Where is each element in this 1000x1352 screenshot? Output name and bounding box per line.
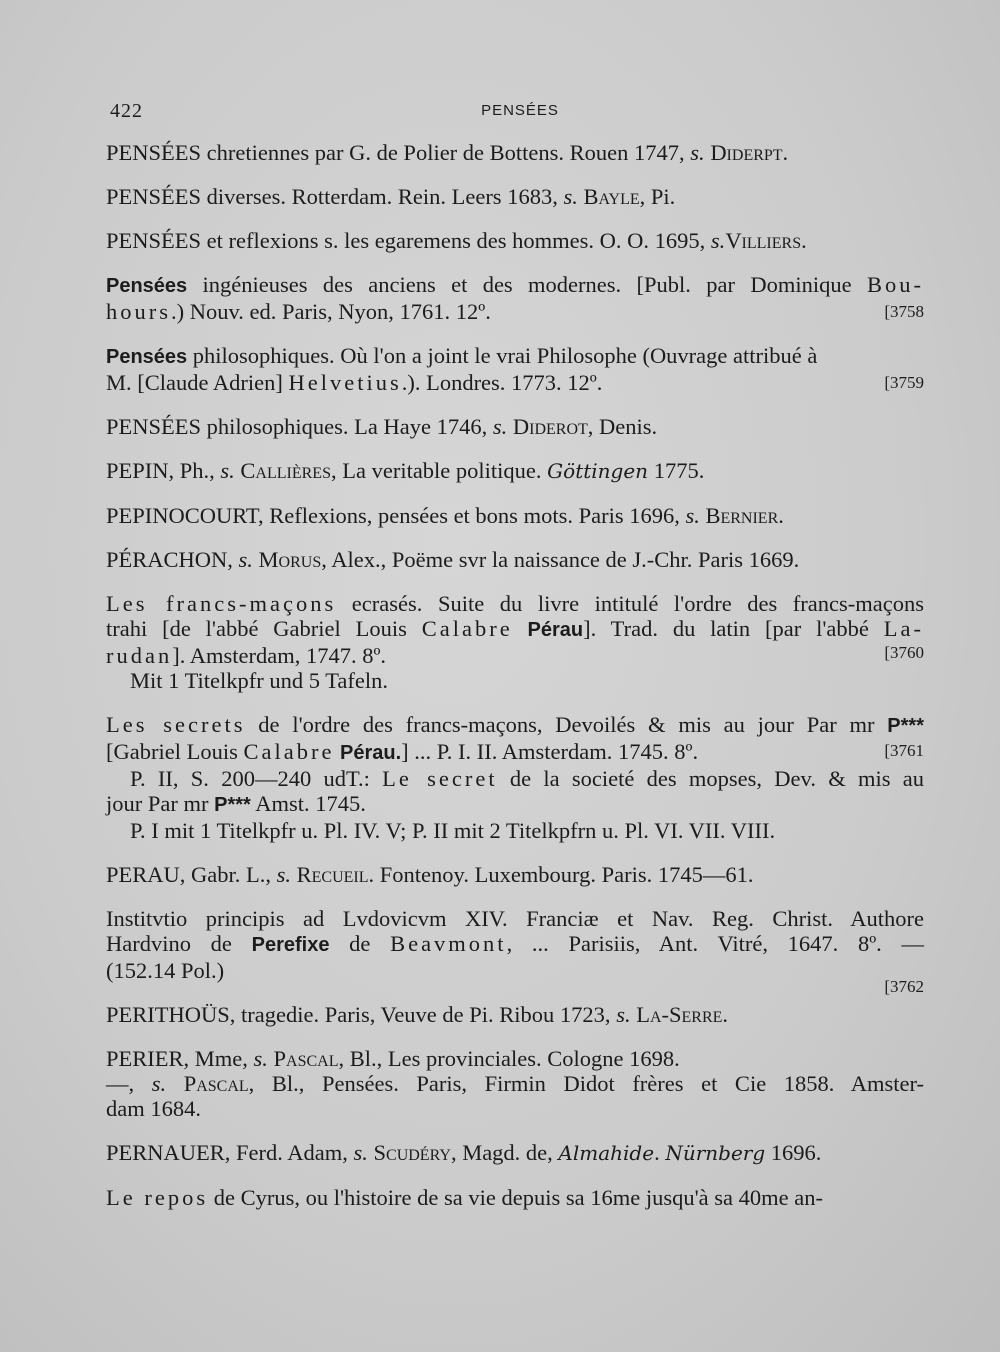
entry-text: M. [Claude Adrien]	[106, 370, 289, 395]
entry-pensees-reflexions	[106, 228, 924, 253]
entry-text: ] ... P. I. II. Amsterdam. 1745. 8º.	[401, 739, 699, 764]
cross-reference: Bernier.	[705, 503, 784, 528]
see-marker: s.	[238, 547, 253, 572]
spaced-name: Calabre	[243, 739, 335, 764]
entry-pensees-ingenieuses	[106, 272, 924, 324]
entry-text: ecrasés. Suite du livre intitulé l'ordre des francs-maçons	[336, 591, 924, 616]
blackletter-place: Nürnberg	[665, 1141, 766, 1165]
entry-text: ]. Trad. du latin [par l'abbé	[583, 616, 884, 641]
entry-pensees-la-haye	[106, 414, 924, 439]
entry-text: 1696.	[765, 1140, 822, 1165]
cross-reference: Pascal	[273, 1046, 339, 1071]
see-marker: s.	[492, 414, 508, 439]
entry-note-line-3: P. I mit 1 Titelkpfr u. Pl. IV. V; P. II mit 2 Titelkpfrn u. Pl. VI. VII. VIII.	[130, 818, 776, 843]
entry-secrets-francs-macons	[106, 712, 924, 843]
headword: Pensées	[106, 346, 188, 368]
entry-number: [3761	[884, 741, 924, 760]
entry-text: ingénieuses des anciens et des modernes. [Publ. par Dominique	[187, 272, 867, 297]
cross-reference: Villiers.	[725, 228, 807, 253]
cross-reference: Pascal	[183, 1071, 249, 1096]
entry-text: PEPINOCOURT, Reflexions, pensées et bons mots. Paris 1696,	[106, 503, 686, 528]
entry-repos-de-cyrus	[106, 1185, 924, 1210]
entry-line-2	[106, 299, 924, 324]
see-marker: s.	[151, 1071, 167, 1096]
entry-text: P. II, S. 200—240 udT.:	[130, 766, 383, 791]
spaced-title: Le repos	[106, 1185, 209, 1210]
spaced-name: La-	[883, 616, 924, 641]
see-marker: s.	[220, 458, 235, 483]
entry-text: PENSÉES chretiennes par G. de Polier de Bottens. Rouen 1747,	[106, 140, 691, 165]
bold-name: P***	[887, 715, 924, 737]
entry-pernauer	[106, 1140, 924, 1166]
cross-reference: Diderot	[512, 414, 588, 439]
entry-text: .	[654, 1140, 666, 1165]
entry-line-2	[106, 739, 924, 766]
entry-text: PERIER, Mme,	[106, 1046, 254, 1071]
see-marker: s.	[253, 1046, 268, 1071]
entry-line-2	[106, 370, 924, 395]
see-marker: s.	[690, 140, 705, 165]
entry-text: PEPIN, Ph.,	[106, 458, 221, 483]
entry-number: [3758	[884, 302, 924, 321]
entry-perau	[106, 862, 924, 887]
entry-text-tail: , Alex., Poëme svr la naissance de J.-Chr. Paris 1669.	[321, 547, 800, 572]
page-number: 422	[110, 100, 143, 122]
running-head: PENSÉES	[481, 102, 559, 119]
see-marker: s.	[563, 184, 578, 209]
cross-reference: Morus	[258, 547, 322, 572]
entry-text: 1775.	[648, 458, 705, 483]
blackletter-title: Almahide	[558, 1141, 655, 1165]
entry-note: Mit 1 Titelkpfr und 5 Tafeln.	[130, 668, 389, 693]
page-header	[110, 100, 930, 126]
cross-reference: La-Serre.	[636, 1002, 729, 1027]
entry-text: , ... Parisiis, Ant. Vitré, 1647. 8º. —	[506, 931, 924, 956]
entry-pensees-diverses	[106, 184, 924, 209]
entry-francs-macons-ecrases	[106, 591, 924, 693]
entry-text: .) Nouv. ed. Paris, Nyon, 1761. 12º.	[171, 299, 491, 324]
entry-institutio-principis	[106, 906, 924, 996]
entry-perier	[106, 1046, 924, 1121]
entry-text: PERAU, Gabr. L.,	[106, 862, 277, 887]
entry-text: , La veritable politique.	[330, 458, 548, 483]
entry-line-2	[106, 616, 924, 643]
spaced-title: Les francs-maçons	[106, 591, 337, 616]
entry-perachon	[106, 547, 924, 572]
entry-number: [3762	[884, 977, 924, 996]
entry-text: PENSÉES et reflexions s. les egaremens des hommes. O. O. 1695,	[106, 228, 711, 253]
blackletter-place: Göttingen	[547, 459, 649, 483]
entry-perithous	[106, 1002, 924, 1027]
entry-line-2	[106, 931, 924, 958]
spaced-title: Le secret	[382, 766, 498, 791]
entry-line-1	[106, 272, 924, 299]
spaced-name: Beavmont	[390, 931, 507, 956]
entry-line-3: dam 1684.	[106, 1096, 201, 1121]
entry-text: jour Par mr	[106, 791, 215, 816]
entry-line-1	[106, 712, 924, 739]
entry-line-1	[106, 343, 924, 370]
see-marker: s.	[616, 1002, 631, 1027]
entry-text-tail: , Pi.	[639, 184, 676, 209]
cross-reference: Scudéry	[373, 1140, 451, 1165]
headword: Pensées	[106, 275, 188, 297]
spaced-name: Bou-	[867, 272, 924, 297]
entry-text: philosophiques. Où l'on a joint le vrai Philosophe (Ouvrage attribué à	[187, 343, 818, 368]
entry-text: —,	[106, 1071, 152, 1096]
entry-text: de l'ordre des francs-maçons, Devoilés & mis au jour Par mr	[245, 712, 888, 737]
entry-text: , Bl., Les provinciales. Cologne 1698.	[338, 1046, 680, 1071]
entry-text: , Magd. de,	[450, 1140, 559, 1165]
entry-text: PERNAUER, Ferd. Adam,	[106, 1140, 354, 1165]
see-marker: s.	[276, 862, 292, 887]
see-marker: s.	[353, 1140, 368, 1165]
entry-text: [Gabriel Louis	[106, 739, 244, 764]
bibliography-entries	[106, 140, 924, 1229]
spaced-name: Calabre	[421, 616, 513, 641]
entry-pepinocourt	[106, 503, 924, 528]
bold-name: Perefixe	[251, 934, 330, 956]
entry-number: [3759	[884, 373, 924, 392]
cross-reference: Diderpt.	[710, 140, 789, 165]
entry-pepin	[106, 458, 924, 484]
entry-text: Hardvino de	[106, 931, 252, 956]
entry-note-line-2	[106, 791, 924, 818]
entry-pensees-philosophiques	[106, 343, 924, 395]
entry-text: PÉRACHON,	[106, 547, 239, 572]
entry-line-1	[106, 591, 924, 616]
entry-note-line-1	[106, 766, 924, 791]
see-marker: s.	[710, 228, 726, 253]
bold-name: Pérau.	[334, 742, 402, 764]
entry-text: de	[329, 931, 391, 956]
bold-name: P***	[214, 794, 251, 816]
cross-reference: Bayle	[583, 184, 640, 209]
spaced-title: Les secrets	[106, 712, 246, 737]
entry-text-tail: , Denis.	[587, 414, 658, 439]
entry-text: ]. Amsterdam, 1747. 8º.	[172, 643, 387, 668]
entry-line-1	[106, 1046, 924, 1071]
entry-text: Amst. 1745.	[250, 791, 366, 816]
entry-text: , Bl., Pensées. Paris, Firmin Didot frères et Cie 1858. Amster-	[248, 1071, 925, 1096]
entry-text: PERITHOÜS, tragedie. Paris, Veuve de Pi. Ribou 1723,	[106, 1002, 617, 1027]
entry-line-2	[106, 1071, 924, 1096]
entry-text: PENSÉES philosophiques. La Haye 1746,	[106, 414, 493, 439]
entry-line-3	[106, 643, 924, 668]
entry-text-tail: . Fontenoy. Luxembourg. Paris. 1745—61.	[368, 862, 754, 887]
cross-reference: Callières	[240, 458, 331, 483]
spaced-name: Helvetius	[288, 370, 402, 395]
entry-text: trahi [de l'abbé Gabriel Louis	[106, 616, 422, 641]
spaced-name: hours	[106, 299, 171, 324]
bold-name: Pérau	[512, 619, 584, 641]
entry-number: [3760	[884, 643, 924, 662]
entry-text: PENSÉES diverses. Rotterdam. Rein. Leers 1683,	[106, 184, 564, 209]
entry-text: de la societé des mopses, Dev. & mis au	[497, 766, 924, 791]
entry-line-1: Institvtio principis ad Lvdovicvm XIV. Franciæ et Nav. Reg. Christ. Authore	[106, 906, 924, 931]
see-marker: s.	[685, 503, 700, 528]
entry-text: .). Londres. 1773. 12º.	[401, 370, 603, 395]
cross-reference: Recueil	[296, 862, 369, 887]
entry-text: de Cyrus, ou l'histoire de sa vie depuis sa 16me jusqu'à sa 40me an-	[208, 1185, 823, 1210]
spaced-name: rudan	[106, 643, 173, 668]
entry-line-3: (152.14 Pol.)	[106, 958, 225, 983]
entry-pensees-chretiennes	[106, 140, 924, 165]
